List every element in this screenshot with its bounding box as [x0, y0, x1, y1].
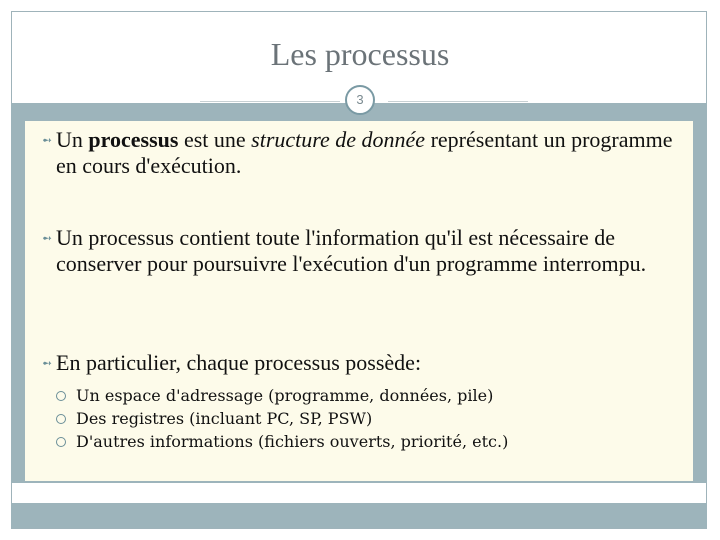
sub-bullet-item [56, 430, 676, 453]
sub-bullet-list [56, 384, 676, 453]
curly-arrow-icon: ➻ [42, 356, 53, 370]
bullet-1 [34, 127, 674, 179]
bullet-1-part-3: est une [178, 127, 252, 152]
sub-bullet-text: Un espace d'adressage (programme, données, pile) [76, 386, 494, 405]
ring-icon [56, 414, 66, 424]
title-divider-left [200, 101, 340, 102]
sub-bullet-item [56, 407, 676, 430]
curly-arrow-icon: ➻ [42, 133, 53, 147]
bullet-2 [34, 225, 674, 277]
bullet-2-text: Un processus contient toute l'information qu'il est nécessaire de conserver pour poursuivre l'exécution d'un programme interrompu. [56, 225, 647, 276]
bullet-1-part-1: Un [56, 127, 89, 152]
bullet-1-part-5: représentant un programme en cours d'exécution. [56, 127, 673, 178]
sub-bullet-text: Des registres (incluant PC, SP, PSW) [76, 409, 373, 428]
ring-icon [56, 437, 66, 447]
bullet-1-part-2: processus [88, 127, 179, 152]
bullet-1-part-4: structure de donnée [251, 127, 426, 152]
slide-band-bottom [11, 503, 707, 528]
slide-title: Les processus [270, 36, 450, 72]
bullet-3 [34, 350, 674, 376]
bullet-3-text: En particulier, chaque processus possède: [56, 350, 422, 375]
sub-bullet-item [56, 384, 676, 407]
title-divider-right [388, 101, 528, 102]
sub-bullet-text: D'autres informations (fichiers ouverts, priorité, etc.) [76, 432, 509, 451]
curly-arrow-icon: ➻ [42, 231, 53, 245]
page-number-badge: 3 [345, 85, 375, 115]
ring-icon [56, 391, 66, 401]
